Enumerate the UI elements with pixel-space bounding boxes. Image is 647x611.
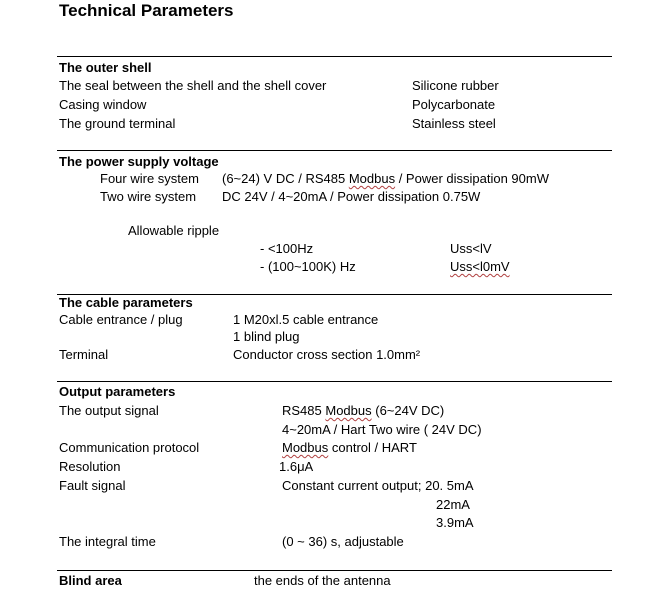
spec-label: The seal between the shell and the shell cover xyxy=(59,78,327,93)
output-signal-protocol: Modbus xyxy=(325,403,372,418)
page-title: Technical Parameters xyxy=(59,1,234,20)
ripple-range: - (100~100K) Hz xyxy=(260,259,356,274)
spec-label: Two wire system xyxy=(100,189,197,204)
spec-value: 22mA xyxy=(436,497,470,512)
spec-value: 4~20mA / Hart Two wire ( 24V DC) xyxy=(282,422,482,437)
spec-value: (0 ~ 36) s, adjustable xyxy=(282,534,404,549)
spec-label: Four wire system xyxy=(100,171,199,186)
spec-value: the ends of the antenna xyxy=(254,573,391,588)
ripple-value: Uss<lV xyxy=(450,241,492,256)
spec-value: 1 M20xl.5 cable entrance xyxy=(233,312,379,327)
spec-value xyxy=(282,440,417,456)
output-signal-voltage: (6~24V DC) xyxy=(375,403,445,418)
spec-value: 1 blind plug xyxy=(233,329,300,344)
spec-value: Polycarbonate xyxy=(412,97,496,112)
spec-value: Silicone rubber xyxy=(412,78,499,93)
spec-label: Terminal xyxy=(59,347,109,362)
ripple-label: Allowable ripple xyxy=(128,223,220,238)
section-divider xyxy=(57,150,612,151)
protocol-detail: control / HART xyxy=(331,440,417,455)
spec-label: Communication protocol xyxy=(59,440,200,455)
spec-value: 3.9mA xyxy=(436,515,474,530)
spec-value: Stainless steel xyxy=(412,116,496,131)
spec-label: Cable entrance / plug xyxy=(59,312,183,327)
four-wire-voltage: (6~24) V DC / RS485 xyxy=(222,171,346,186)
protocol-name: Modbus xyxy=(282,440,329,455)
section-divider xyxy=(57,381,612,382)
section-heading-blind-area: Blind area xyxy=(59,573,122,588)
section-heading-output: Output parameters xyxy=(59,384,176,399)
section-divider xyxy=(57,570,612,571)
spec-value xyxy=(222,171,549,187)
section-heading-power-supply: The power supply voltage xyxy=(59,154,219,169)
spec-label: Casing window xyxy=(59,97,147,112)
section-heading-cable: The cable parameters xyxy=(59,295,193,310)
spec-label: The ground terminal xyxy=(59,116,176,131)
spec-label: Fault signal xyxy=(59,478,126,493)
spec-value xyxy=(282,403,444,419)
spec-label: Resolution xyxy=(59,459,121,474)
section-divider xyxy=(57,56,612,57)
spec-value: Conductor cross section 1.0mm² xyxy=(233,347,421,362)
four-wire-protocol: Modbus xyxy=(348,171,396,186)
section-heading-outer-shell: The outer shell xyxy=(59,60,152,75)
ripple-value xyxy=(450,259,510,275)
spec-value: Constant current output; 20. 5mA xyxy=(282,478,474,493)
four-wire-dissipation: / Power dissipation 90mW xyxy=(398,171,549,186)
ripple-value-text: Uss<l0mV xyxy=(450,259,510,274)
ripple-range: - <100Hz xyxy=(260,241,314,256)
spec-value: DC 24V / 4~20mA / Power dissipation 0.75W xyxy=(222,189,481,204)
output-signal-interface: RS485 xyxy=(282,403,322,418)
spec-label: The integral time xyxy=(59,534,156,549)
spec-value: 1.6μA xyxy=(279,459,314,474)
spec-label: The output signal xyxy=(59,403,159,418)
